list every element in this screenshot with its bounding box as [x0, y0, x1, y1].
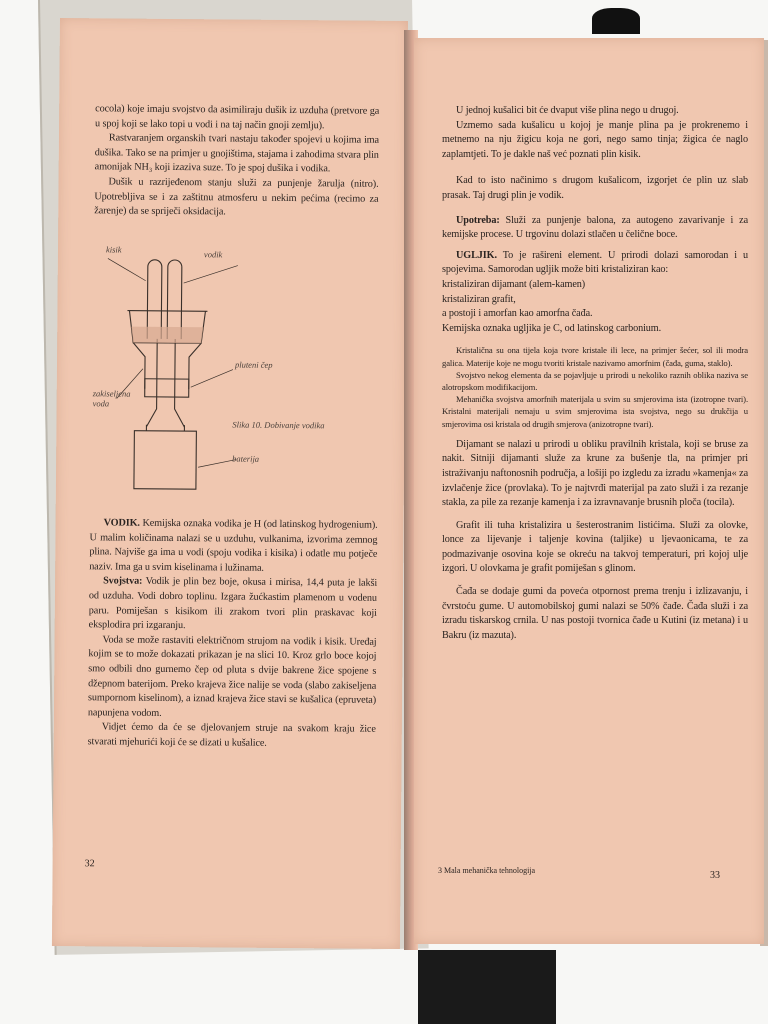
line-grafit: kristaliziran grafit, — [442, 293, 516, 305]
small-note-3: Mehanička svojstva amorfnih materijala u svim su smjerovima ista (izotropne tvari). Kristalni materijali nemaju u svim smjerovima ista svojstva, nego su drukčija u smjerovima osi kristala od drugih smjerova (anizotropne tvari). — [442, 394, 748, 429]
line-oznaka: Kemijska oznaka ugljika je C, od latinskog carbonium. — [442, 322, 662, 334]
fig-label-cep: pluteni čep — [234, 359, 273, 370]
para3: Kad to isto načinimo s drugom kušalicom, izgorjet će plin uz slab prasak. Taj drugi plin je vodik. — [442, 175, 748, 201]
svojstva-heading: Svojstva: — [103, 575, 143, 588]
figure-caption: Slika 10. Dobivanje vodika — [232, 419, 325, 431]
page-number-right: 33 — [710, 870, 720, 881]
electrolysis-figure — [86, 238, 358, 495]
small-note-2: Svojstvo nekog elementa da se pojavljuje u prirodi u nekoliko raznih oblika naziva se alotropskom modifikacijom. — [442, 369, 748, 392]
fig-label-kisik: kisik — [105, 244, 122, 255]
upotreba-text: Služi za punjenje balona, za autogeno zavarivanje i za kemijske procese. U trgovinu dolazi stlačen u čelične boce. — [442, 214, 748, 241]
left-bottom-text — [88, 516, 378, 752]
page-number-left: 32 — [84, 858, 95, 870]
left-page — [52, 18, 408, 949]
line-dijamant: kristaliziran dijamant (alem-kamen) — [442, 278, 586, 290]
vidjet-text: Vidjet ćemo da će se djelovanjem struje na svakom kraju žice stvarati mjehurići koji će se dizati u kušalice. — [87, 721, 376, 749]
fig-label-baterija: baterija — [232, 453, 260, 464]
vodik-text: Kemijska oznaka vodika je H (od latinskog hydrogenium). U malim količinama nalazi se u uzduhu, vulkanima, izvorima zemnog plina. Najviše ga ima u vodi (spoju vodika i kisika) i odatle mu potječe naziv. Ima ga u svim kiselinama i lužinama. — [89, 517, 378, 574]
dijamant-text: Dijamant se nalazi u prirodi u obliku pravilnih kristala, koji se bruse za nakit. Sitniji dijamanti služe za krune za bušenje tla, na primjer pri istraživanju naftonosnih područja, a lošiji po izgledu za izradu »kamenja« za izvlačenje žice (provlaka). To je najtvrđi materijal pa zato služi i za rezanje stakla, za pile za rezanje kamenja i za izravnavanje brusnih ploča (tocila). — [442, 438, 748, 509]
vodik-heading: VODIK. — [103, 517, 140, 529]
fig-label-voda: zakiseljena voda — [92, 388, 131, 409]
left-top-text — [94, 102, 379, 221]
line-amorfna: a postoji i amorfan kao amorfna čađa. — [442, 308, 593, 320]
cada-text: Čađa se dodaje gumi da poveća otpornost prema trenju i izlizavanju, i čvrstoću gume. U automobilskoj gumi nalazi se 50% čađe. Čađa služi i za izradu tiskarskog crnila. U nas postoji tvornica čađe u Kutini (iz metana) i u Bakru (iz mazuta). — [442, 586, 748, 641]
right-text — [442, 104, 748, 643]
para-rast: Rastvaranjem organskih tvari nastaju također spojevi u kojima ima dušika. Tako se na primjer u gnojištima, stajama i zahodima stvara plin amonijak NH₃ koji izaziva suze. To je spoj dušika i vodika. — [94, 132, 379, 175]
grafit-text: Grafit ili tuha kristalizira u šesterostranim listićima. Služi za olovke, lonce za lijevanje i taljenje kovina (taljike) u ljevaonicama, te za podmazivanje osovina koje se okreću na takvoj temperaturi, pri kojoj ulje izgori. U olovkama je grafit pomiješan s glinom. — [442, 519, 748, 575]
shadow-top — [592, 8, 640, 34]
fig-label-vodik: vodik — [203, 249, 223, 260]
voda-text: Voda se može rastaviti električnom strujom na vodik i kisik. Uređaj kojim se to može dokazati prikazan je na slici 10. Kroz grlo boce kojoj smo odbili dno gurnemo čep od pluta s dvije bakrene žice spojene s džepnom baterijom. Preko krajeva žice nalije se voda (slabo zakiseljena sumpornom kiselinom), a iznad krajeva žice stavi se kušalica (epruveta) napunjena vodom. — [87, 634, 377, 719]
right-page — [414, 38, 764, 944]
para2: Uzmemo sada kušalicu u kojoj je manje plina pa je prokrenemo i metnemo na nju žigicu koja ne gori, nego samo tinja; žigica će naglo zaplamtjeti. To je dakle naš već poznati plin kisik. — [442, 119, 748, 160]
ugljik-text: To je rašireni element. U prirodi dolazi samorodan i u spojevima. Samorodan ugljik može biti kristaliziran kao: — [442, 249, 749, 276]
shadow-bottom — [418, 950, 556, 1024]
ugljik-heading: UGLJIK. — [456, 249, 497, 261]
para1: U jednoj kušalici bit će dvaput više plina nego u drugoj. — [456, 105, 679, 116]
para-dusik: Dušik u razrijeđenom stanju služi za punjenje žarulja (nitro). Upotrebljiva se i za zaštitnu atmosferu u nekim pećima (recimo za žarenje) da se spriječi oksidacija. — [94, 176, 379, 218]
upotreba-heading: Upotreba: — [456, 214, 500, 226]
para-top: cocola) koje imaju svojstvo da asimiliraju dušik iz uzduha (pretvore ga u spoj koji se lako topi u vodi i na taj način gnoji zemlju). — [95, 103, 380, 131]
page-footer: 3 Mala mehanička tehnologija — [438, 866, 536, 875]
svojstva-text: Vodik je plin bez boje, okusa i mirisa, 14,4 puta je lakši od uzduha. Vodi dobro toplinu. Izgara žućkastim plamenom u vodenu paru. Pomiješan s kisikom ili zrakom tvori plin praskavac koji eksplodira pri izgaranju. — [88, 576, 378, 632]
small-note-1: Kristalična su ona tijela koja tvore kristale ili lece, na primjer šećer, sol ili modra galica. Materije koje ne mogu tvoriti kristale nazivamo amorfnim (čađa, guma, staklo). — [442, 345, 748, 368]
